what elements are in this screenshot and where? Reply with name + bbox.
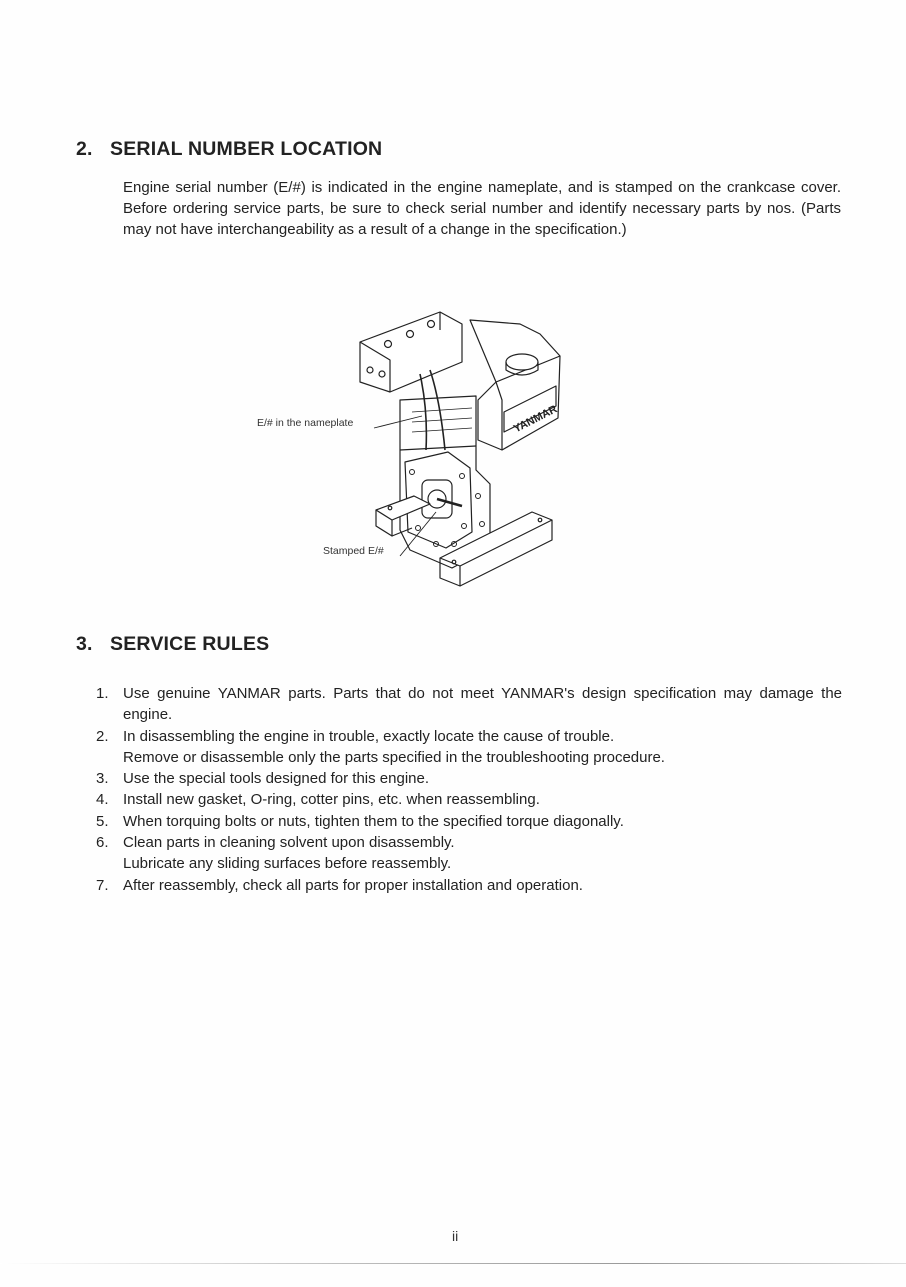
- list-item-number: 5.: [96, 812, 109, 830]
- list-item: [96, 832, 846, 875]
- list-item-number: 7.: [96, 876, 109, 894]
- brand-plate-text: YANMAR: [511, 403, 560, 436]
- list-item-number: 4.: [96, 791, 109, 809]
- list-item-text: Remove or disassemble only the parts specified in the troubleshooting procedure.: [123, 748, 665, 766]
- list-item: [96, 683, 846, 726]
- list-item: [96, 811, 846, 832]
- page-number: ii: [452, 1228, 459, 1244]
- list-item: [96, 875, 846, 896]
- serial-number-paragraph: Engine serial number (E/#) is indicated in the engine nameplate, and is stamped on the crankcase cover. Before ordering service parts, be sure to check serial number and identify necessary parts by nos. (Parts may not have interchangeability as a result of a change in the specification.): [123, 179, 841, 238]
- section-3-number: 3.: [76, 633, 93, 655]
- list-item: [96, 768, 846, 789]
- engine-drawing: [240, 300, 580, 590]
- section-3-title: SERVICE RULES: [110, 633, 270, 655]
- list-item-text: Install new gasket, O-ring, cotter pins, etc. when reassembling.: [123, 791, 540, 809]
- section-2-title: SERIAL NUMBER LOCATION: [110, 138, 383, 160]
- list-item-number: 2.: [96, 727, 109, 745]
- callout-nameplate: E/# in the nameplate: [257, 417, 354, 429]
- section-3-heading: [76, 633, 269, 656]
- page-bottom-edge: [0, 1263, 906, 1264]
- list-item: [96, 726, 846, 769]
- section-2-heading: [76, 138, 382, 161]
- list-item-text: After reassembly, check all parts for proper installation and operation.: [123, 876, 583, 894]
- engine-illustration: [240, 300, 580, 590]
- list-item-number: 6.: [96, 834, 109, 852]
- list-item-text: Use the special tools designed for this engine.: [123, 770, 430, 788]
- list-item-text: Clean parts in cleaning solvent upon disassembly.: [123, 834, 455, 852]
- section-2-number: 2.: [76, 138, 93, 160]
- list-item-text: Lubricate any sliding surfaces before reassembly.: [123, 855, 452, 873]
- service-rules-list: [96, 683, 846, 896]
- list-item-number: 1.: [96, 685, 109, 702]
- list-item-number: 3.: [96, 770, 109, 788]
- list-item: [96, 789, 846, 810]
- list-item-text: Use genuine YANMAR parts. Parts that do not meet YANMAR's design specification may damage the engine.: [123, 685, 842, 724]
- list-item-text: In disassembling the engine in trouble, exactly locate the cause of trouble.: [123, 727, 615, 745]
- callout-stamped: Stamped E/#: [323, 545, 384, 557]
- list-item-text: When torquing bolts or nuts, tighten them to the specified torque diagonally.: [123, 812, 624, 830]
